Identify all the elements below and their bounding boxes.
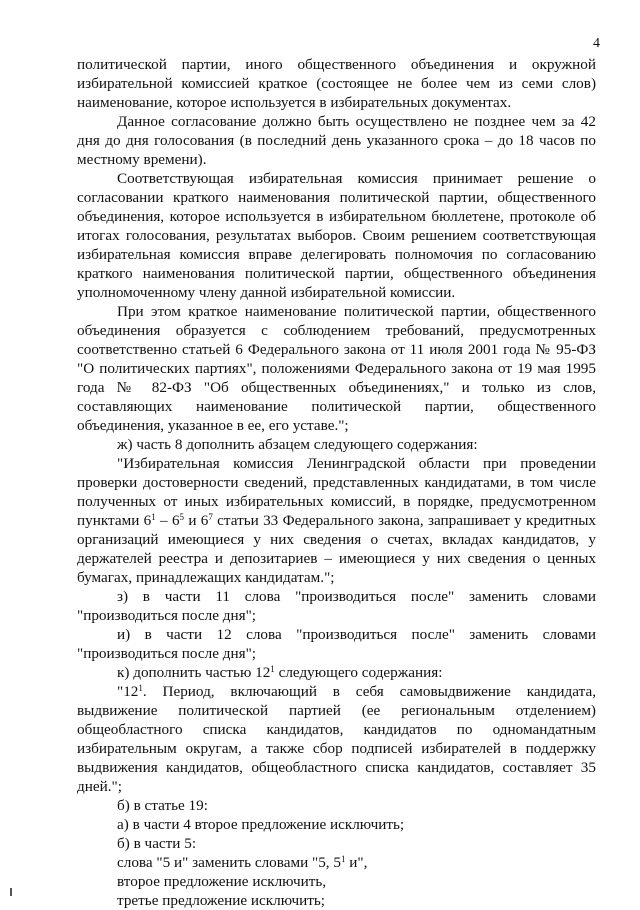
paragraph-item-k-text-1: к) дополнить частью 12 bbox=[117, 664, 271, 681]
paragraph-item-k bbox=[77, 663, 596, 682]
paragraph-verification-text-3: и 6 bbox=[184, 512, 209, 529]
paragraph-third-sentence: третье предложение исключить; bbox=[117, 892, 326, 909]
paragraph-part-4: а) в части 4 второе предложение исключить; bbox=[117, 816, 405, 833]
superscript: 5 bbox=[179, 512, 185, 522]
superscript: 1 bbox=[151, 512, 156, 522]
superscript: 1 bbox=[270, 664, 275, 674]
paragraph-short-name-rules: При этом краткое наименование политической партии, общественного объединения образуется с соблюдением требований, предусмотренных соответственно статьей 6 Федерального закона от 11 июля 2001 года № 95-ФЗ "О политических партиях", положениями Федерального закона от 19 мая 1995 года № 82-ФЗ "Об общественных объединениях," и только из слов, составляющих наименование политической партии, общественного объединения, указанное в ее, его уставе."; bbox=[77, 303, 596, 434]
paragraph-verification-text-4: статьи 33 Федерального закона, запрашивает у кредитных организаций имеющиеся у них сведения о счетах, вкладах кандидатов, у держателей реестра и депозитариев – имеющиеся у них сведения о ценных бумагах, принадлежащих кандидатам."; bbox=[77, 512, 596, 586]
paragraph-article-19: б) в статье 19: bbox=[117, 797, 208, 814]
paragraph-replace-words-text-2: и", bbox=[345, 854, 368, 871]
superscript: 7 bbox=[208, 512, 213, 522]
superscript: 1 bbox=[138, 683, 143, 693]
scan-mark bbox=[10, 888, 12, 896]
paragraph-item-zh: ж) часть 8 дополнить абзацем следующего содержания: bbox=[117, 436, 478, 453]
paragraph-commission-decision: Соответствующая избирательная комиссия принимает решение о согласовании краткого наименования политической партии, общественного объединения, которое используется в избирательном бюллетене, протоколе об итогах голосования, результатах выборов. Своим решением соответствующая избирательная комиссия вправе делегировать полномочия по согласованию краткого наименования политической партии, общественного объединения уполномоченному члену данной избирательной комиссии. bbox=[77, 170, 596, 301]
paragraph-replace-words bbox=[77, 853, 596, 872]
paragraph-part-12-1-text-1: "12 bbox=[117, 683, 139, 700]
paragraph-replace-words-text-1: слова "5 и" заменить словами "5, 5 bbox=[117, 854, 341, 871]
paragraph-item-i: и) в части 12 слова "производиться после" заменить словами "производиться после дня"; bbox=[77, 626, 596, 662]
paragraph-verification-text-2: – 6 bbox=[155, 512, 180, 529]
paragraph-deadline: Данное согласование должно быть осуществлено не позднее чем за 42 дня до дня голосования (в последний день указанного срока – до 18 часов по местному времени). bbox=[77, 113, 596, 168]
paragraph-part-12-1 bbox=[77, 682, 596, 796]
superscript: 1 bbox=[341, 854, 346, 864]
paragraph-verification-text-1: "Избирательная комиссия Ленинградской области при проведении проверки достоверности сведений, представленных кандидатами, в том числе полученных от иных избирательных комиссий, в порядке, предусмотренном пунктами 6 bbox=[77, 455, 596, 529]
paragraph-verification bbox=[77, 454, 596, 587]
page-number: 4 bbox=[593, 36, 600, 51]
document-body bbox=[77, 55, 596, 910]
paragraph-part-5: б) в части 5: bbox=[117, 835, 197, 852]
paragraph-part-12-1-text-2: . Период, включающий в себя самовыдвижение кандидата, выдвижение политической партией (ее региональным отделением) общеобластного списка кандидатов, кандидатов по одномандатным избирательным округам, а также сбор подписей избирателей в поддержку выдвижения кандидатов, общеобластного списка кандидатов, составляет 35 дней."; bbox=[77, 683, 596, 795]
paragraph-item-k-text-2: следующего содержания: bbox=[274, 664, 443, 681]
paragraph-continuation: политической партии, иного общественного объединения и окружной избирательной комиссией краткое (состоящее не более чем из семи слов) наименование, которое используется в избирательных документах. bbox=[77, 56, 596, 111]
paragraph-second-sentence: второе предложение исключить, bbox=[117, 873, 327, 890]
paragraph-item-z: з) в части 11 слова "производиться после" заменить словами "производиться после дня"; bbox=[77, 588, 596, 624]
